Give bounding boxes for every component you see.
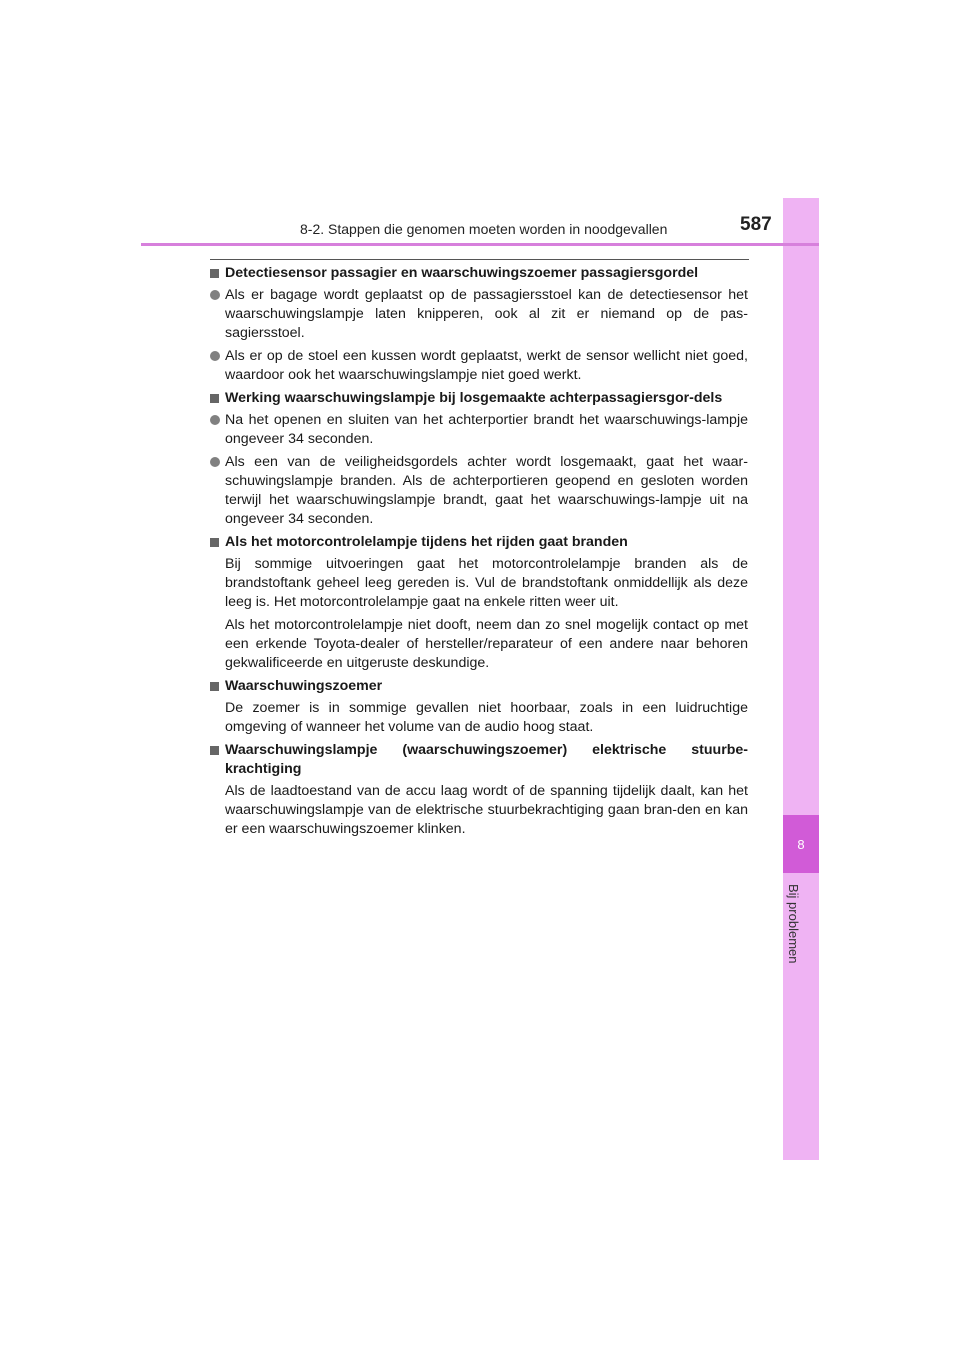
section-title: Als het motorcontrolelampje tijdens het rijden gaat branden: [210, 533, 748, 552]
section-passenger-sensor: [210, 264, 748, 385]
header-rule: [141, 243, 819, 246]
bullet-item: Als er op de stoel een kussen wordt geplaatst, werkt de sensor wellicht niet goed, waardoor ook het waarschuwingslampje niet goed werkt.: [210, 347, 748, 385]
page-number: 587: [740, 214, 772, 235]
section-title: Detectiesensor passagier en waarschuwingszoemer passagiersgordel: [210, 264, 748, 283]
chapter-label: Bij problemen: [786, 884, 801, 964]
bullet-item: Als er bagage wordt geplaatst op de passagiersstoel kan de detectiesensor het waarschuwingslampje laten knipperen, ook al zit er niemand op de pas-sagiersstoel.: [210, 286, 748, 343]
chapter-number-tab: 8: [783, 815, 819, 873]
round-bullet-icon: [210, 351, 220, 361]
section-rear-belts: [210, 389, 748, 529]
side-tab: [783, 198, 819, 1160]
round-bullet-icon: [210, 290, 220, 300]
section-title: Waarschuwingslampje (waarschuwingszoemer) elektrische stuurbe-krachtiging: [210, 741, 748, 779]
square-bullet-icon: [210, 538, 219, 547]
bullet-item: Als een van de veiligheidsgordels achter wordt losgemaakt, gaat het waar-schuwingslampje branden. Als de achterportieren geopend en gesloten worden terwijl het waarschuwingslampje brandt, gaat het waarschuwings-lampje uit na ongeveer 34 seconden.: [210, 453, 748, 529]
square-bullet-icon: [210, 746, 219, 755]
section-power-steering: [210, 741, 748, 839]
content-rule: [210, 259, 749, 260]
paragraph: De zoemer is in sommige gevallen niet hoorbaar, zoals in een luidruchtige omgeving of wanneer het volume van de audio hoog staat.: [225, 700, 748, 735]
header-section-title: 8-2. Stappen die genomen moeten worden in noodgevallen: [300, 221, 668, 237]
content-body: [210, 264, 748, 843]
section-warning-buzzer: [210, 677, 748, 737]
paragraph: Als het motorcontrolelampje niet dooft, neem dan zo snel mogelijk contact op met een erkende Toyota-dealer of hersteller/reparateur of een andere naar behoren gekwalificeerde en uitgeruste deskundige.: [225, 617, 748, 671]
square-bullet-icon: [210, 269, 219, 278]
section-title: Werking waarschuwingslampje bij losgemaakte achterpassagiersgor-dels: [210, 389, 748, 408]
section-engine-light: [210, 533, 748, 673]
paragraph: Als de laadtoestand van de accu laag wordt of de spanning tijdelijk daalt, kan het waarschuwingslampje van de elektrische stuurbekrachtiging gaan bran-den en kan er een waarschuwingszoemer klinken.: [225, 783, 748, 837]
square-bullet-icon: [210, 394, 219, 403]
square-bullet-icon: [210, 682, 219, 691]
paragraph: Bij sommige uitvoeringen gaat het motorcontrolelampje branden als de brandstoftank geheel leeg gereden is. Vul de brandstoftank onmiddellijk als deze leeg is. Het motorcontrolelampje gaat na enkele ritten weer uit.: [225, 556, 748, 610]
section-title: Waarschuwingszoemer: [210, 677, 748, 696]
round-bullet-icon: [210, 415, 220, 425]
bullet-item: Na het openen en sluiten van het achterportier brandt het waarschuwings-lampje ongeveer 34 seconden.: [210, 411, 748, 449]
round-bullet-icon: [210, 457, 220, 467]
